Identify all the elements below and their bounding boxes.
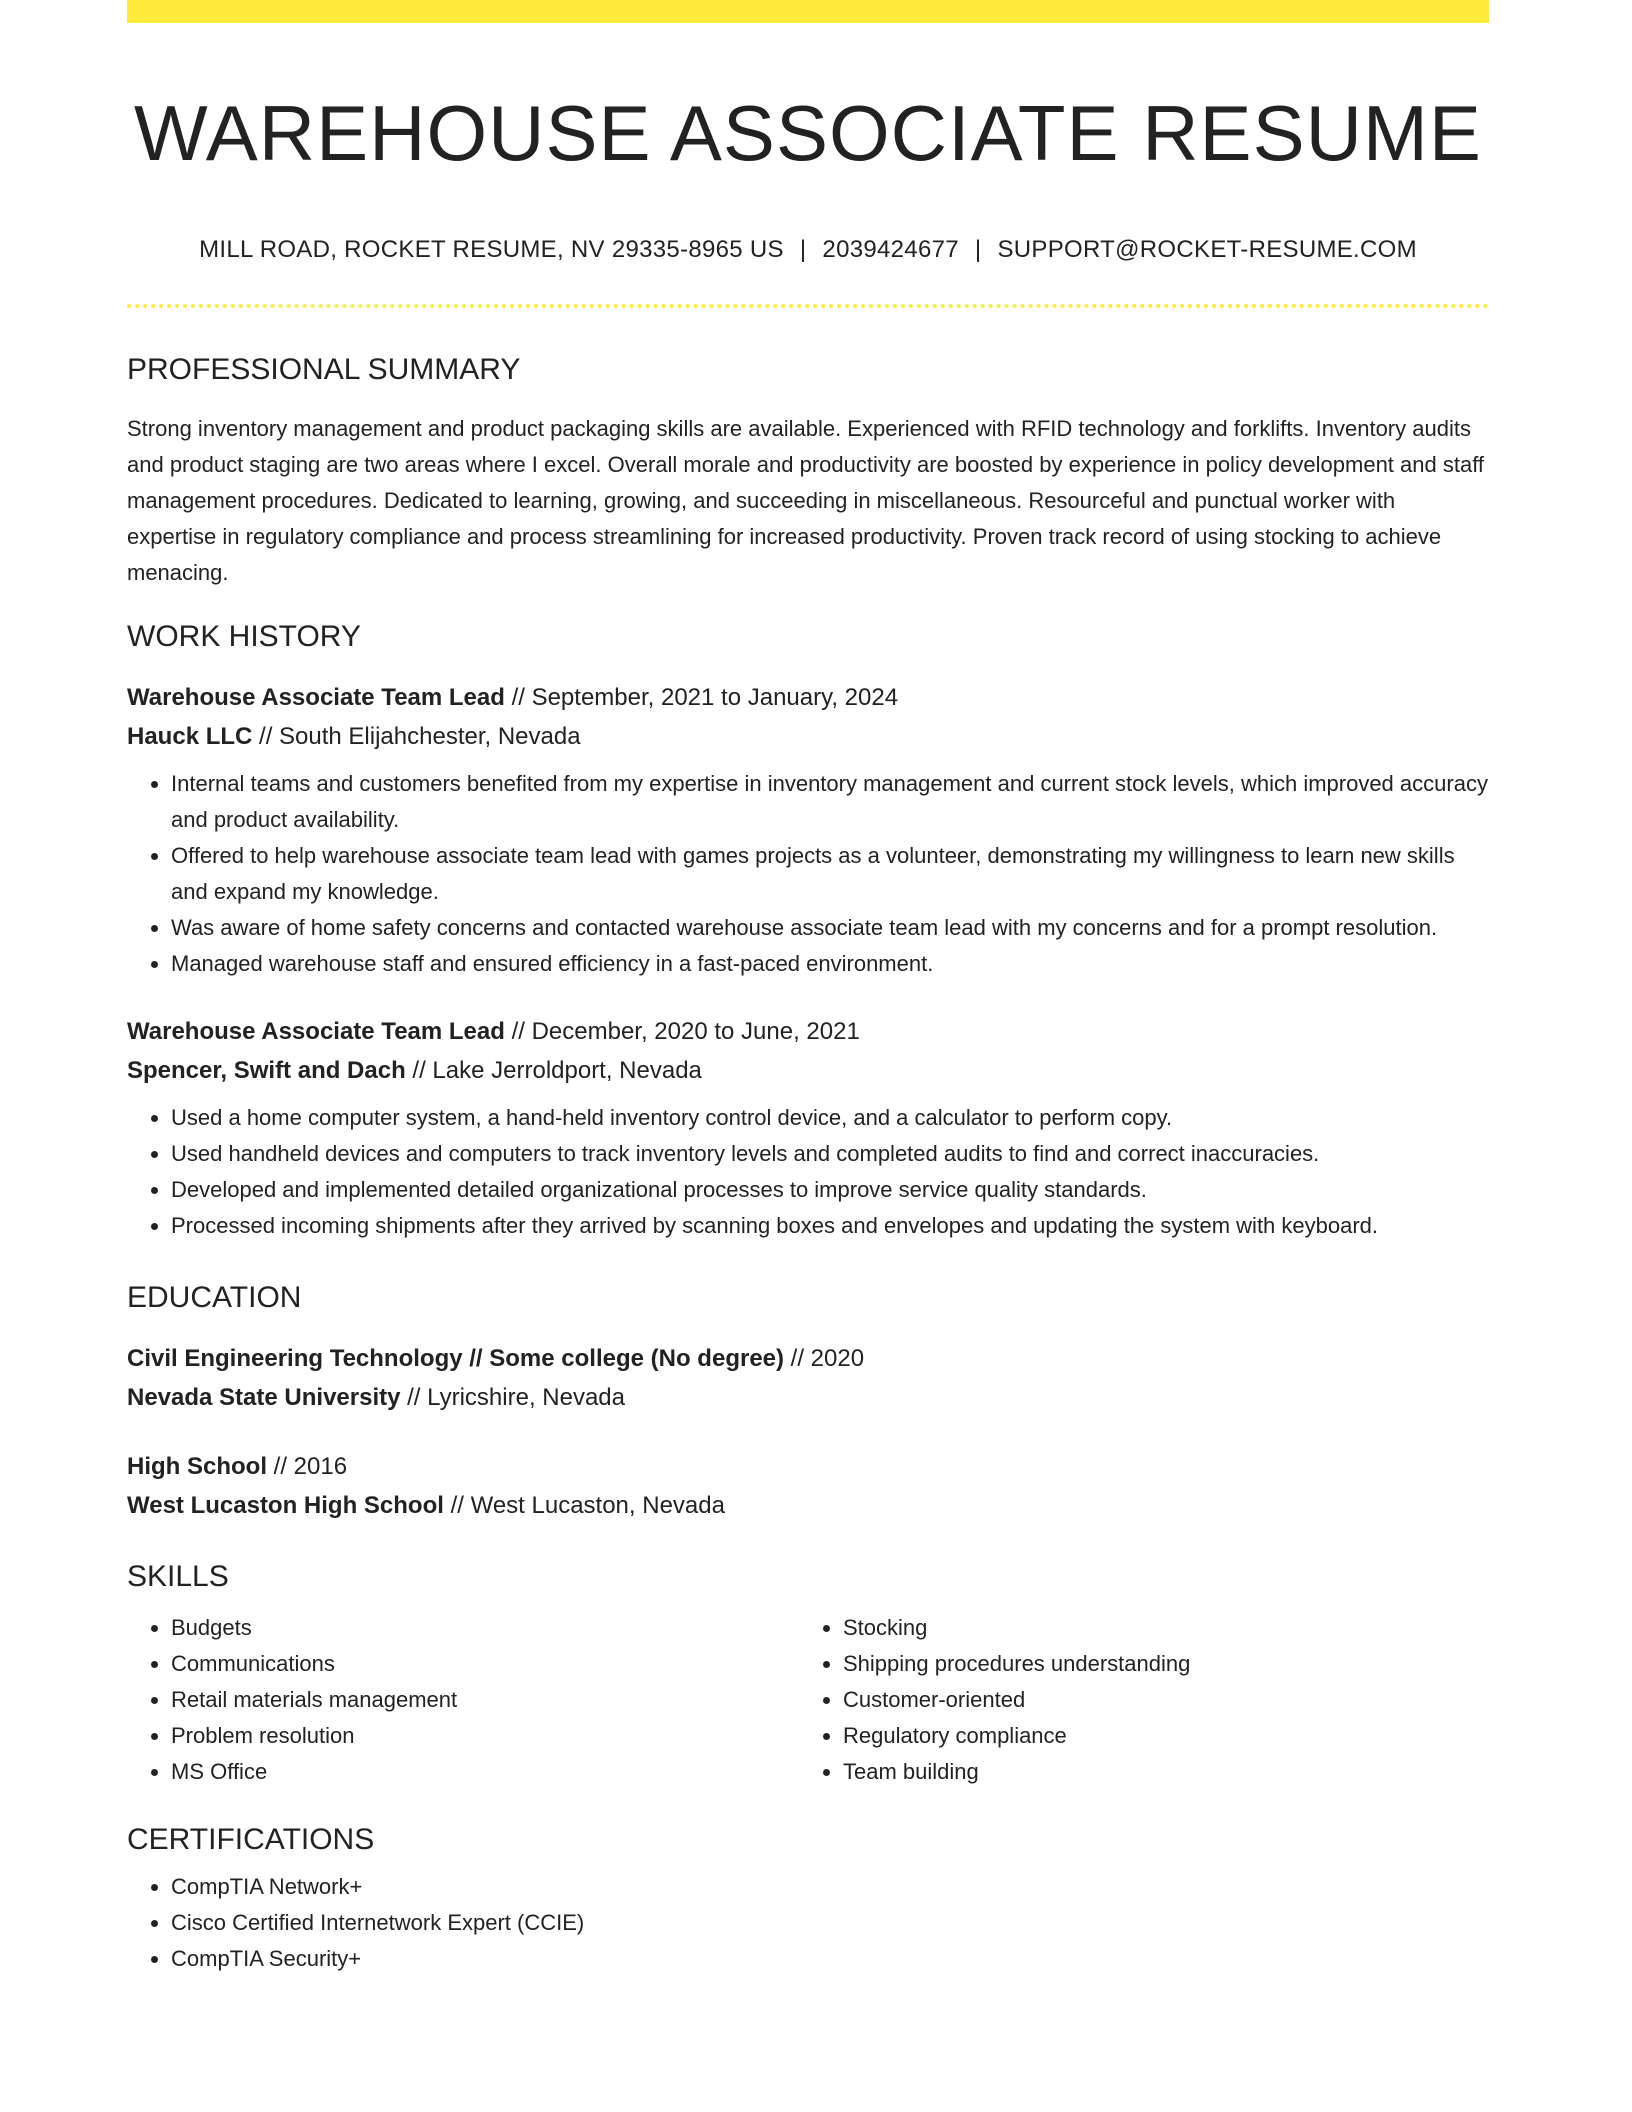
education-degree: High School [127,1453,267,1481]
job-title-line [127,678,1489,717]
skill-item: • Customer-oriented [843,1682,1471,1718]
education-degree-line [127,1447,1489,1486]
education-location: // West Lucaston, Nevada [443,1492,725,1520]
job-company-line [127,717,1489,756]
dotted-divider [127,304,1489,308]
job-entry [127,1012,1489,1244]
resume-title: WAREHOUSE ASSOCIATE RESUME [134,89,1482,177]
contact-line [127,236,1489,264]
education-school: Nevada State University [127,1384,401,1412]
skill-item: • Budgets [171,1610,799,1646]
job-dates: // September, 2021 to January, 2024 [504,684,899,712]
job-title-line [127,1012,1489,1051]
job-company-line [127,1051,1489,1090]
job-company: Hauck LLC [127,723,253,751]
job-bullet: • Managed warehouse staff and ensured efficiency in a fast-paced environment. [171,946,1489,982]
skill-item: • MS Office [171,1754,799,1790]
accent-top-bar [127,0,1489,23]
summary-text: Strong inventory management and product packaging skills are available. Experienced with RFID technology and forklifts. Inventory audits and product staging are two areas where I excel. Overall morale and productivity are boosted by experience in policy development and staff management procedures. Dedicated to learning, growing, and succeeding in miscellaneous. Resourceful and punctual worker with expertise in regulatory compliance and process streamlining for increased productivity. Proven track record of using stocking to achieve menacing. [127,416,1485,586]
education-degree: Civil Engineering Technology // Some college (No degree) [127,1345,784,1373]
education-location: // Lyricshire, Nevada [400,1384,625,1412]
skill-item: • Communications [171,1646,799,1682]
education-year: // 2020 [784,1345,865,1373]
skills-list-left [127,1610,799,1790]
section-heading-certifications: CERTIFICATIONS [127,1823,375,1857]
skill-item: • Shipping procedures understanding [843,1646,1471,1682]
contact-phone: 2039424677 [822,236,959,264]
skill-item: • Stocking [843,1610,1471,1646]
job-bullet: • Used a home computer system, a hand-held inventory control device, and a calculator to perform copy. [171,1100,1489,1136]
skill-item: • Regulatory compliance [843,1718,1471,1754]
job-entry [127,678,1489,982]
education-school: West Lucaston High School [127,1492,444,1520]
job-bullets [127,766,1489,982]
job-title: Warehouse Associate Team Lead [127,684,505,712]
certification-item: • CompTIA Network+ [171,1869,1489,1905]
education-entry [127,1447,1489,1525]
skill-item: • Team building [843,1754,1471,1790]
job-bullet: • Developed and implemented detailed organizational processes to improve service quality standards. [171,1172,1489,1208]
job-bullet: • Internal teams and customers benefited from my expertise in inventory management and current stock levels, which improved accuracy and product availability. [171,766,1489,838]
contact-separator: | [974,236,982,264]
certifications-list [127,1869,1489,1977]
education-entry [127,1339,1489,1417]
job-bullets [127,1100,1489,1244]
resume-page [127,0,1489,1977]
contact-separator: | [799,236,807,264]
certification-item: • Cisco Certified Internetwork Expert (CCIE) [171,1905,1489,1941]
section-heading-skills: SKILLS [127,1560,229,1594]
job-bullet: • Processed incoming shipments after they arrived by scanning boxes and envelopes and updating the system with keyboard. [171,1208,1489,1244]
skill-item: • Retail materials management [171,1682,799,1718]
job-bullet: • Used handheld devices and computers to track inventory levels and completed audits to find and correct inaccuracies. [171,1136,1489,1172]
contact-email[interactable]: SUPPORT@ROCKET-RESUME.COM [997,236,1417,264]
job-dates: // December, 2020 to June, 2021 [504,1018,860,1046]
contact-address: MILL ROAD, ROCKET RESUME, NV 29335-8965 US [199,236,784,264]
section-heading-work-history: WORK HISTORY [127,620,361,654]
skill-item: • Problem resolution [171,1718,799,1754]
education-school-line [127,1378,1489,1417]
skills-list-right [799,1610,1471,1790]
job-bullet: • Offered to help warehouse associate team lead with games projects as a volunteer, demonstrating my willingness to learn new skills and expand my knowledge. [171,838,1489,910]
job-title: Warehouse Associate Team Lead [127,1018,505,1046]
section-heading-education: EDUCATION [127,1281,302,1315]
education-year: // 2016 [267,1453,348,1481]
job-bullet: • Was aware of home safety concerns and contacted warehouse associate team lead with my concerns and for a prompt resolution. [171,910,1489,946]
education-degree-line [127,1339,1489,1378]
section-heading-summary: PROFESSIONAL SUMMARY [127,353,521,387]
education-school-line [127,1486,1489,1525]
skills-columns [127,1610,1489,1790]
job-location: // South Elijahchester, Nevada [252,723,581,751]
job-location: // Lake Jerroldport, Nevada [405,1057,702,1085]
job-company: Spencer, Swift and Dach [127,1057,406,1085]
certification-item: • CompTIA Security+ [171,1941,1489,1977]
